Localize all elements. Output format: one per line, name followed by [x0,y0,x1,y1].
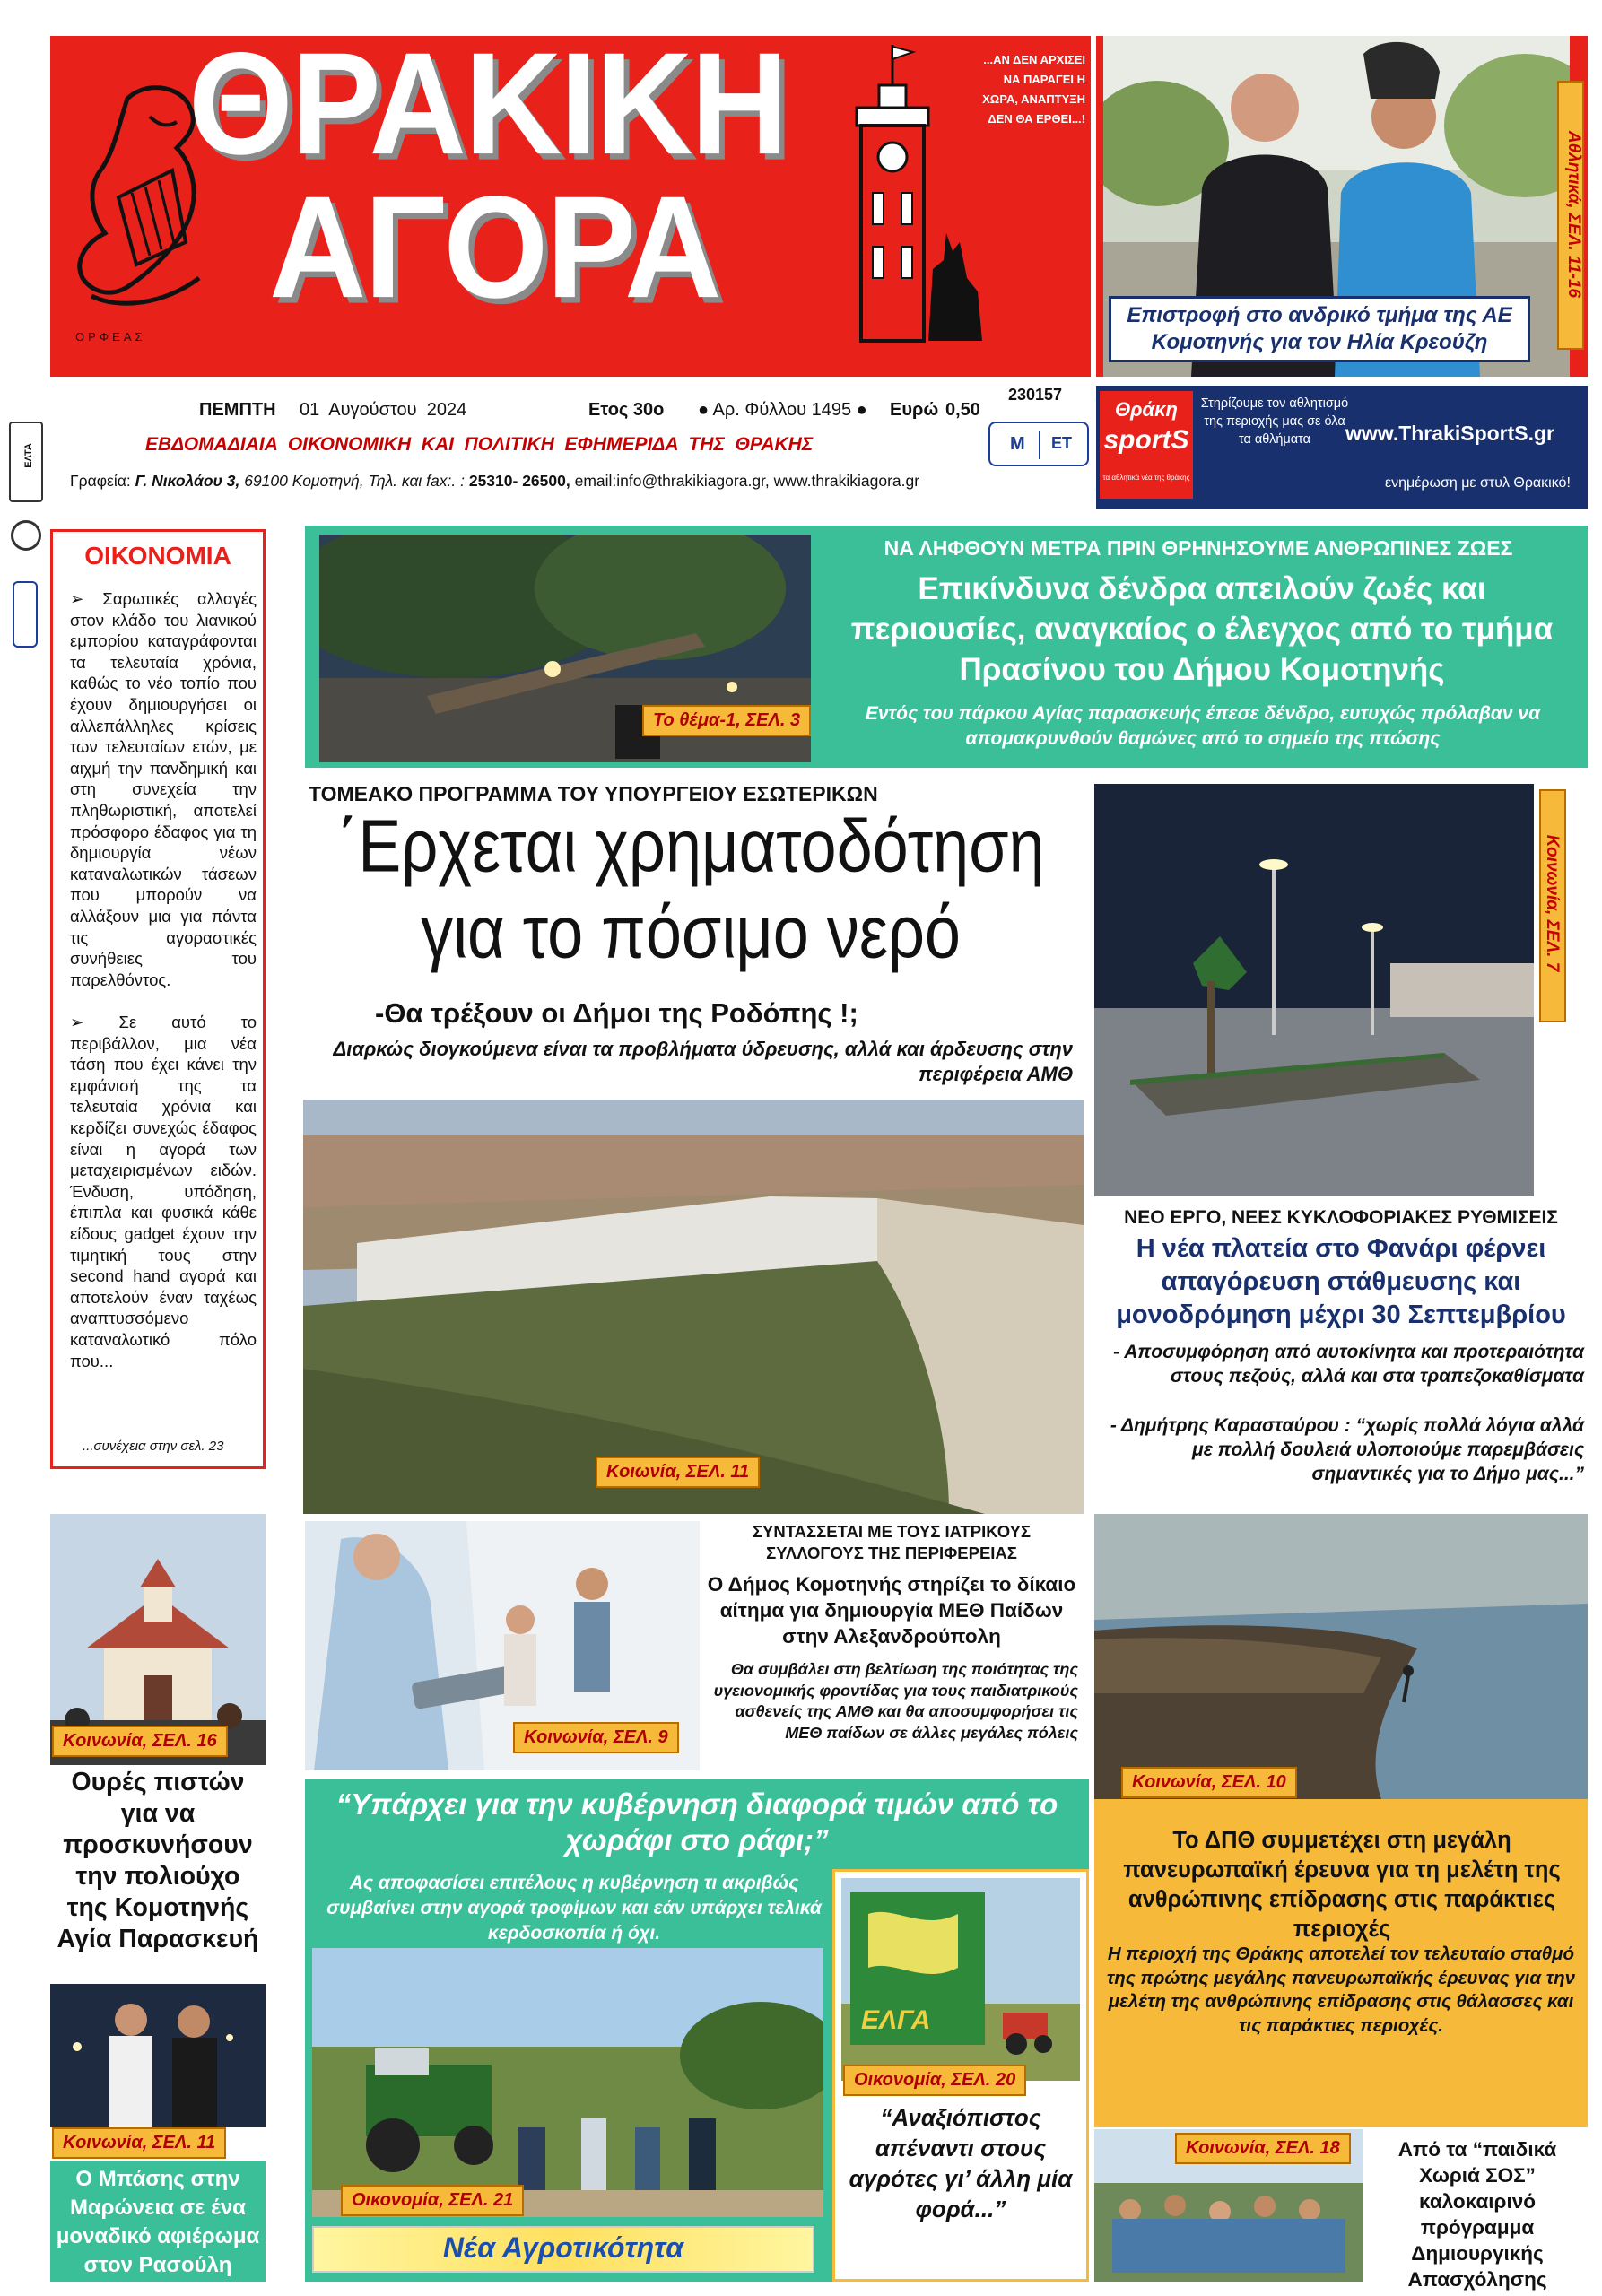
maroneia-tag[interactable]: Κοινωνία, ΣΕΛ. 11 [52,2127,226,2159]
issue-number: ● Αρ. Φύλλου 1495 ● [698,400,867,420]
beach-tag[interactable]: Κοινωνία, ΣΕΛ. 10 [1121,1767,1297,1798]
newspaper-title-line2: ΑΓΟΡΑ [269,165,720,328]
sos-headline[interactable]: Από τα “παιδικά Χωριά ΣΟΣ” καλοκαιρινό πρόγραμμα Δημιουργικής Απασχόλησης [1397,2138,1557,2291]
prices-quote[interactable]: “Υπάρχει για την κυβέρνηση διαφορά τιμών από το χωράφι στο ράφι;” [335,1787,1058,1857]
square-kicker: ΝΕΟ ΕΡΓΟ, ΝΕΕΣ ΚΥΚΛΟΦΟΡΙΑΚΕΣ ΡΥΘΜΙΣΕΙΣ [1124,1207,1558,1228]
met-logo-et: ΕΤ [1051,434,1073,452]
slogan: ...ΑΝ ΔΕΝ ΑΡΧΙΣΕΙ ΝΑ ΠΑΡΑΓΕΙ Η ΧΩΡΑ, ΑΝΑΠΤΥΞΗ ΔΕΝ ΘΑ ΕΡΘΕΙ...! [982,53,1085,126]
issue-code: 230157 [1008,386,1063,404]
beach-photo [1094,1514,1588,1799]
trees-kicker: ΝΑ ΛΗΦΘΟΥΝ ΜΕΤΡΑ ΠΡΙΝ ΘΡΗΝΗΣΟΥΜΕ ΑΝΘΡΩΠΙΝΕΣ ΖΩΕΣ [884,536,1513,560]
prices-banner-text: Νέα Αγροτικότητα [442,2231,684,2264]
elta-stamp [9,422,43,502]
maroneia-headline[interactable]: Ο Μπάσης στην Μαρώνεια σε ένα μοναδικό αφιέρωμα στον Ρασούλη [56,2167,260,2277]
sports-ad-text: Στηρίζουμε τον αθλητισμό της περιοχής μας σε όλα τα αθλήματα [1200,396,1349,447]
offices-city: 69100 Κομοτηνή, Τηλ. και fax:. : [244,472,465,490]
offices-label: Γραφεία: [70,472,131,490]
sports-ad-url[interactable]: www.ThrakiSportS.gr [1345,422,1555,445]
church-tag[interactable]: Κοινωνία, ΣΕΛ. 16 [52,1726,228,1757]
issue-date: 01 Αυγούστου 2024 [300,400,467,420]
beach-deck: Η περιοχή της Θράκης αποτελεί τον τελευταίο σταθμό της πρώτης μεγάλης πανευρωπαϊκής έρευνας για την μελέτη της ανθρώπινης επίδρασης στις θάλασσες και τις παράκτιες περιοχές. [1106,1944,1576,2036]
sports-tag-text[interactable]: Αθλητικά, ΣΕΛ. 11-16 [1564,130,1583,299]
elga-logo: ΕΛΓΑ [861,2005,931,2035]
newspaper-title-line1: ΘΡΑΚΙΚΗ [188,22,787,185]
sports-ad-tagline: ενημέρωση με στυλ Θρακικό! [1385,475,1571,491]
masthead-subtitle: ΕΒΔΟΜΑΔΙΑΙΑ ΟΙΚΟΝΟΜΙΚΗ ΚΑΙ ΠΟΛΙΤΙΚΗ ΕΦΗΜΕΡΙΔΑ ΤΗΣ ΘΡΑΚΗΣ [145,434,814,455]
water-kicker: ΤΟΜΕΑΚΟ ΠΡΟΓΡΑΜΜΑ ΤΟΥ ΥΠΟΥΡΓΕΙΟΥ ΕΣΩΤΕΡΙΚΩΝ [309,782,878,805]
sos-tag[interactable]: Κοινωνία, ΣΕΛ. 18 [1175,2133,1351,2164]
trees-sub: Εντός του πάρκου Αγίας παρασκευής έπεσε δένδρο, ευτυχώς πρόλαβαν να απομακρυνθούν θαμώνες από το σημείο της πτώσης [865,703,1541,749]
sports-ad-logo[interactable] [1100,391,1193,499]
price-value: 0,50 [945,400,980,420]
price-label: Ευρώ [890,400,939,420]
sports-ad-logo-small: τα αθλητικά νέα της θράκης [1102,474,1190,482]
elga-photo [841,1878,1080,2081]
clock-tower-logo [843,36,987,350]
economy-text-2: ➢ Σε αυτό το περιβάλλον, μια νέα τάση που έχει κάνει την εμφάνισή της τα τελευταία χρόνια και κερδίζει συνεχώς έδαφος είναι η αγορά των μεταχειρισμένων ειδών. Ένδυση, υπόδηση, έπιπλα και φυσικά κάθε είδους gadget έχουν την τιμητική τους στην second hand αγορά και αποτελούν έναν ταχέως αναπτυσσόμενο καταναλωτικό πόλο που... [70,1013,257,1370]
square-headline[interactable]: Η νέα πλατεία στο Φανάρι φέρνει απαγόρευση στάθμευσης και μονοδρόμηση μέχρι 30 Σεπτεμβρίου [1116,1234,1566,1329]
water-tag[interactable]: Κοιωνία, ΣΕΛ. 11 [596,1457,760,1488]
square-tag-text[interactable]: Κοινωνία, ΣΕΛ. 7 [1543,834,1562,972]
sports-ad-logo-bottom: sportS [1103,425,1189,455]
offices-email[interactable]: email:info@thrakikiagora.gr, www.thrakikiagora.gr [574,472,920,490]
icu-deck: Θα συμβάλει στη βελτίωση της ποιότητας της υγειονομικής φροντίδας για τους παιδιατρικούς ασθενείς της ΑΜΘ και θα αποσυμφορήσει τις ΜΕΘ παίδων σε άλλες μεγάλες πόλεις [713,1660,1078,1742]
icu-headline[interactable]: Ο Δήμος Κομοτηνής στηρίζει το δίκαιο αίτημα για δημιουργία ΜΕΘ Παίδων στην Αλεξανδρούπολη [707,1573,1076,1648]
economy-text-1: ➢ Σαρωτικές αλλαγές στον κλάδο του λιανικού εμπορίου καταγράφονται τα τελευταία χρόνια, καθώς το νέο τοπίο που έχουν δημιουργήσει οι αλλεπάλληλες κρίσεις των τελευταίων ετών, με αιχμή την πανδημική και στη συνεχεία την πληθωριστική, αποτελεί πρόσφορο έδαφος για τη δημιουργία νέων καταναλωτικών τάσεων που μπορούν να αλλάξουν μια για πάντα τις αγοραστικές συνήθειες του παρελθόντος. [70,589,257,989]
prices-deck: Ας αποφασίσει επιτέλους η κυβέρνηση τι ακριβώς συμβαίνει στην αγορά τροφίμων και εάν υπάρχει τελικά κερδοσκοπία ή όχι. [326,1873,822,1944]
church-headline[interactable]: Ουρές πιστών για να προσκυνήσουν την πολιούχο της Κομοτηνής Αγία Παρασκευή [57,1768,259,1953]
prices-photo [312,1948,823,2217]
beach-headline[interactable]: Το ΔΠΘ συμμετέχει στη μεγάλη πανευρωπαϊκή έρευνα για τη μελέτη της ανθρώπινης επίδρασης στις παράκτιες περιοχές [1123,1828,1561,1942]
water-deck: Διαρκώς διογκούμενα είναι τα προβλήματα ύδρευσης, αλλά και άρδευσης στην περιφέρεια ΑΜΘ [333,1038,1073,1085]
met-logo [988,422,1089,466]
trees-headline[interactable]: Επικίνδυνα δένδρα απειλούν ζωές και περιουσίες, αναγκαίος ο έλεγχος από το τμήμα Πρασίνου του Δήμου Κομοτηνής [850,571,1554,687]
offices-line [70,472,919,491]
square-sub-1: - Αποσυμφόρηση από αυτοκίνητα και προτεραιότητα στους πεζούς, αλλά και στα τραπεζοκαθίσματα [1113,1342,1584,1387]
met-logo-divider [1039,430,1040,459]
trees-tag[interactable]: Το θέμα-1, ΣΕΛ. 3 [642,705,811,736]
elga-headline[interactable]: “Αναξιόπιστος απέναντι στους αγρότες γι’ άλλη μία φορά...” [849,2104,1073,2222]
water-headline-1[interactable]: ΄Ερχεται χρηματοδότηση [336,805,1045,888]
offices-phone: 25310- 26500, [468,472,570,490]
maroneia-photo [50,1984,266,2127]
recycle-icon [11,520,41,551]
square-photo [1094,784,1534,1196]
elga-tag[interactable]: Οικονομία, ΣΕΛ. 20 [843,2065,1026,2096]
economy-continued[interactable]: ...συνέχεια στην σελ. 23 [83,1439,224,1454]
square-sub-2: - Δημήτρης Καρασταύρου : “χωρίς πολλά λόγια αλλά με πολλή δουλειά υλοποιούμε παρεμβάσεις σημαντικές για το Δήμο μας...” [1110,1415,1584,1484]
offices-address: Γ. Νικολάου 3, [135,472,240,490]
side-met-icon [13,581,38,648]
elta-label: ΕΛΤΑ [22,443,34,468]
water-sub: -Θα τρέξουν οι Δήμοι της Ροδόπης !; [375,997,858,1029]
issue-day: ΠΕΜΠΤΗ [199,400,276,420]
water-photo [303,1100,1084,1514]
icu-kicker: ΣΥΝΤΑΣΣΕΤΑΙ ΜΕ ΤΟΥΣ ΙΑΤΡΙΚΟΥΣ ΣΥΛΛΟΓΟΥΣ ΤΗΣ ΠΕΡΙΦΕΡΕΙΑΣ [752,1522,1032,1562]
economy-heading: ΟΙΚΟΝΟΜΙΑ [84,542,231,570]
orpheus-caption: ΟΡΦΕΑΣ [75,330,146,344]
water-headline-2[interactable]: για το πόσιμο νερό [421,891,961,974]
sports-ad-logo-top: Θράκη [1115,398,1178,421]
icu-tag[interactable]: Κοινωνία, ΣΕΛ. 9 [513,1722,679,1753]
prices-tag[interactable]: Οικονομία, ΣΕΛ. 21 [341,2185,524,2216]
sports-caption[interactable]: Επιστροφή στο ανδρικό τμήμα της ΑΕ Κομοτηνής για τον Ηλία Κρεούζη [1109,296,1530,362]
met-logo-m: Μ [1010,434,1025,454]
issue-year: Ετος 30ο [588,400,665,420]
